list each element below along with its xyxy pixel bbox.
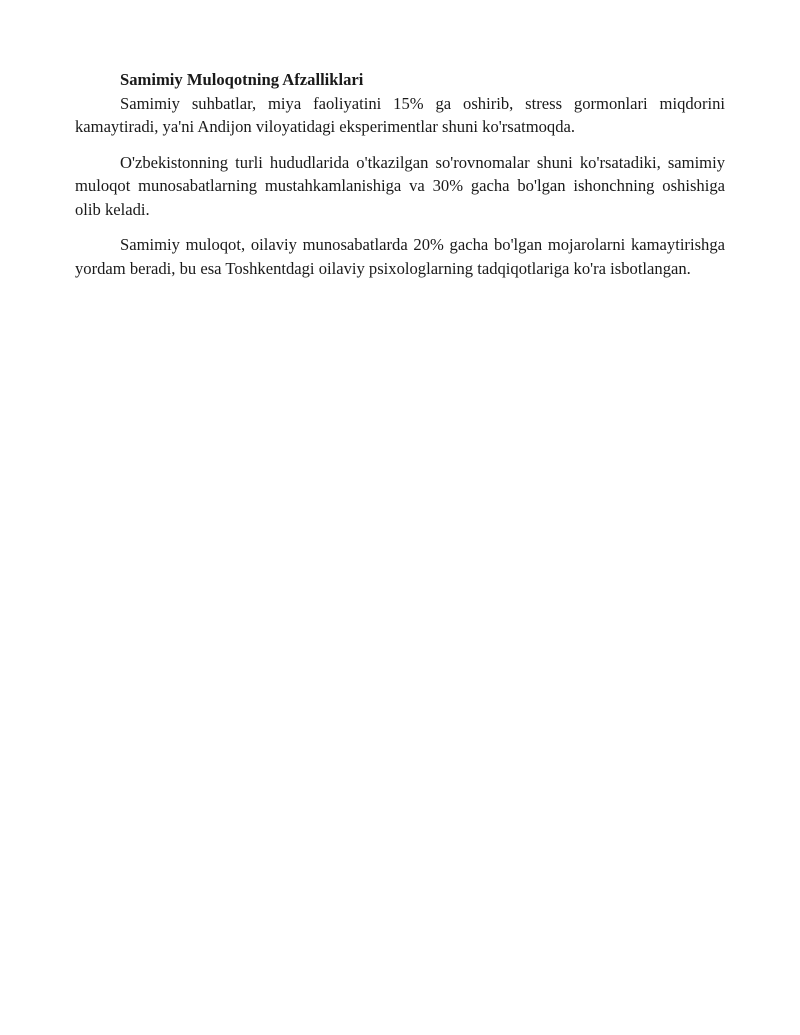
paragraph-1: Samimiy suhbatlar, miya faoliyatini 15% ga oshirib, stress gormonlari miqdorini kamaytiradi, ya'ni Andijon viloyatidagi eksperimentlar shuni ko'rsatmoqda.	[75, 93, 725, 136]
document-heading: Samimiy Muloqotning Afzalliklari	[120, 70, 364, 89]
paragraph-3: Samimiy muloqot, oilaviy munosabatlarda 20% gacha bo'lgan mojarolarni kamaytirishga yordam beradi, bu esa Toshkentdagi oilaviy psixologlarning tadqiqotlariga ko'ra isbotlangan.	[75, 235, 725, 278]
document-body	[75, 68, 725, 292]
paragraph-2: O'zbekistonning turli hududlarida o'tkazilgan so'rovnomalar shuni ko'rsatadiki, samimiy muloqot munosabatlarning mustahkamlanishiga va 30% gacha bo'lgan ishonchning oshishiga olib keladi.	[75, 152, 725, 219]
